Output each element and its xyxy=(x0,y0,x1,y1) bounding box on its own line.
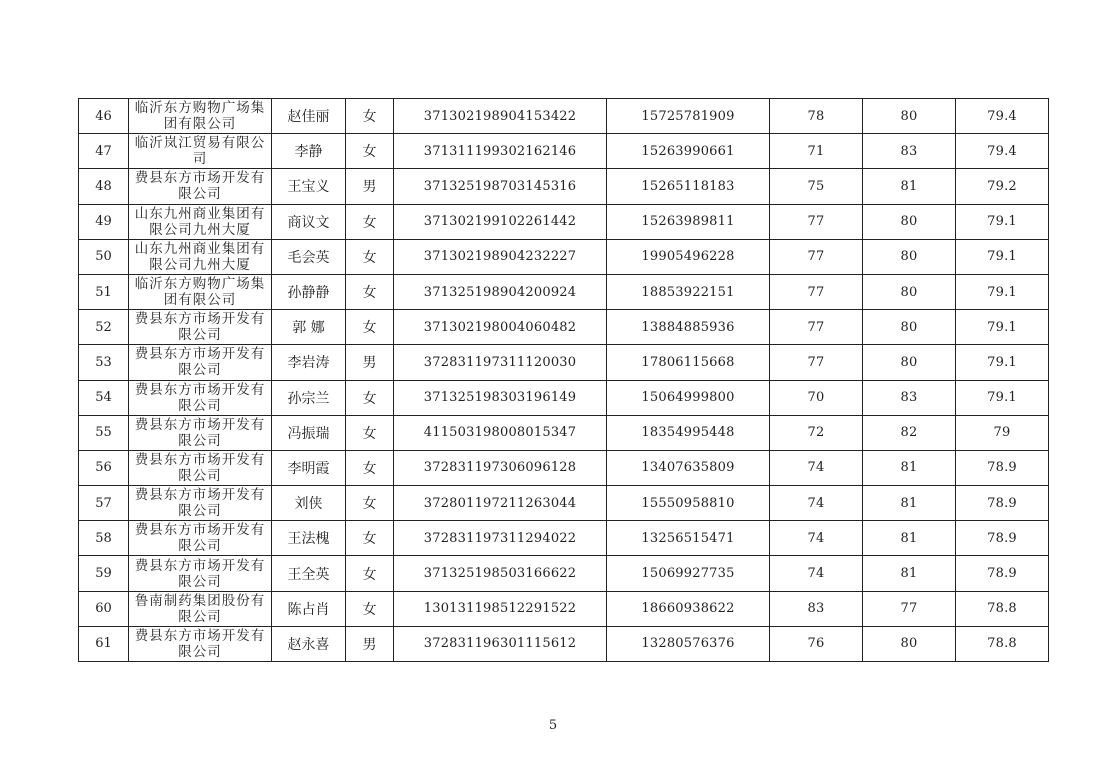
phone-number-cell: 13407635809 xyxy=(607,450,770,485)
row-number-cell: 47 xyxy=(79,134,129,169)
id-number-cell: 372831196301115612 xyxy=(394,626,607,661)
row-number-cell: 46 xyxy=(79,99,129,134)
person-name-cell: 李明霞 xyxy=(272,450,346,485)
score-1-cell: 70 xyxy=(770,380,863,415)
table-row xyxy=(79,626,1049,661)
gender-cell: 女 xyxy=(346,591,394,626)
table-row xyxy=(79,274,1049,309)
table-row xyxy=(79,380,1049,415)
id-number-cell: 371311199302162146 xyxy=(394,134,607,169)
organization-cell: 费县东方市场开发有限公司 xyxy=(129,169,272,204)
score-2-cell: 80 xyxy=(863,274,956,309)
score-2-cell: 80 xyxy=(863,239,956,274)
total-score-cell: 79.1 xyxy=(956,310,1049,345)
id-number-cell: 371325198503166622 xyxy=(394,556,607,591)
score-2-cell: 81 xyxy=(863,450,956,485)
page-number: 5 xyxy=(548,718,558,733)
phone-number-cell: 15064999800 xyxy=(607,380,770,415)
phone-number-cell: 18853922151 xyxy=(607,274,770,309)
person-name-cell: 陈占肖 xyxy=(272,591,346,626)
score-1-cell: 77 xyxy=(770,310,863,345)
score-2-cell: 77 xyxy=(863,591,956,626)
score-2-cell: 81 xyxy=(863,486,956,521)
score-1-cell: 77 xyxy=(770,345,863,380)
row-number-cell: 53 xyxy=(79,345,129,380)
row-number-cell: 49 xyxy=(79,204,129,239)
id-number-cell: 371325198303196149 xyxy=(394,380,607,415)
id-number-cell: 371325198904200924 xyxy=(394,274,607,309)
person-name-cell: 赵永喜 xyxy=(272,626,346,661)
phone-number-cell: 19905496228 xyxy=(607,239,770,274)
phone-number-cell: 15725781909 xyxy=(607,99,770,134)
organization-cell: 费县东方市场开发有限公司 xyxy=(129,345,272,380)
gender-cell: 女 xyxy=(346,134,394,169)
row-number-cell: 50 xyxy=(79,239,129,274)
total-score-cell: 78.9 xyxy=(956,450,1049,485)
person-name-cell: 刘侠 xyxy=(272,486,346,521)
row-number-cell: 56 xyxy=(79,450,129,485)
row-number-cell: 59 xyxy=(79,556,129,591)
score-1-cell: 77 xyxy=(770,274,863,309)
gender-cell: 女 xyxy=(346,310,394,345)
score-1-cell: 76 xyxy=(770,626,863,661)
person-name-cell: 孙宗兰 xyxy=(272,380,346,415)
table-row xyxy=(79,239,1049,274)
id-number-cell: 371302198904232227 xyxy=(394,239,607,274)
total-score-cell: 79.1 xyxy=(956,345,1049,380)
score-1-cell: 74 xyxy=(770,521,863,556)
total-score-cell: 79.1 xyxy=(956,204,1049,239)
person-name-cell: 王全英 xyxy=(272,556,346,591)
id-number-cell: 411503198008015347 xyxy=(394,415,607,450)
phone-number-cell: 13280576376 xyxy=(607,626,770,661)
score-1-cell: 74 xyxy=(770,486,863,521)
total-score-cell: 79.4 xyxy=(956,99,1049,134)
gender-cell: 女 xyxy=(346,380,394,415)
id-number-cell: 371325198703145316 xyxy=(394,169,607,204)
table-row xyxy=(79,99,1049,134)
id-number-cell: 372831197311294022 xyxy=(394,521,607,556)
person-name-cell: 李岩涛 xyxy=(272,345,346,380)
row-number-cell: 58 xyxy=(79,521,129,556)
person-name-cell: 商议文 xyxy=(272,204,346,239)
phone-number-cell: 17806115668 xyxy=(607,345,770,380)
score-2-cell: 80 xyxy=(863,310,956,345)
organization-cell: 临沂东方购物广场集团有限公司 xyxy=(129,274,272,309)
gender-cell: 女 xyxy=(346,556,394,591)
gender-cell: 女 xyxy=(346,274,394,309)
row-number-cell: 60 xyxy=(79,591,129,626)
table-row xyxy=(79,591,1049,626)
gender-cell: 女 xyxy=(346,521,394,556)
organization-cell: 费县东方市场开发有限公司 xyxy=(129,556,272,591)
phone-number-cell: 15550958810 xyxy=(607,486,770,521)
score-2-cell: 83 xyxy=(863,134,956,169)
row-number-cell: 55 xyxy=(79,415,129,450)
table-row xyxy=(79,450,1049,485)
table-body xyxy=(79,99,1049,662)
table-row xyxy=(79,556,1049,591)
organization-cell: 山东九州商业集团有限公司九州大厦 xyxy=(129,204,272,239)
gender-cell: 女 xyxy=(346,415,394,450)
table-row xyxy=(79,169,1049,204)
organization-cell: 费县东方市场开发有限公司 xyxy=(129,626,272,661)
person-name-cell: 郭 娜 xyxy=(272,310,346,345)
gender-cell: 女 xyxy=(346,239,394,274)
organization-cell: 山东九州商业集团有限公司九州大厦 xyxy=(129,239,272,274)
person-name-cell: 冯振瑞 xyxy=(272,415,346,450)
phone-number-cell: 13256515471 xyxy=(607,521,770,556)
row-number-cell: 54 xyxy=(79,380,129,415)
id-number-cell: 372801197211263044 xyxy=(394,486,607,521)
id-number-cell: 371302199102261442 xyxy=(394,204,607,239)
score-1-cell: 75 xyxy=(770,169,863,204)
total-score-cell: 78.9 xyxy=(956,486,1049,521)
table-row xyxy=(79,204,1049,239)
score-2-cell: 82 xyxy=(863,415,956,450)
phone-number-cell: 15265118183 xyxy=(607,169,770,204)
person-name-cell: 毛会英 xyxy=(272,239,346,274)
table-row xyxy=(79,521,1049,556)
score-1-cell: 77 xyxy=(770,239,863,274)
gender-cell: 女 xyxy=(346,486,394,521)
score-2-cell: 80 xyxy=(863,345,956,380)
row-number-cell: 61 xyxy=(79,626,129,661)
score-2-cell: 80 xyxy=(863,99,956,134)
person-name-cell: 王法槐 xyxy=(272,521,346,556)
gender-cell: 女 xyxy=(346,99,394,134)
total-score-cell: 79.1 xyxy=(956,380,1049,415)
person-name-cell: 王宝义 xyxy=(272,169,346,204)
score-1-cell: 74 xyxy=(770,450,863,485)
total-score-cell: 78.9 xyxy=(956,521,1049,556)
organization-cell: 费县东方市场开发有限公司 xyxy=(129,310,272,345)
organization-cell: 费县东方市场开发有限公司 xyxy=(129,415,272,450)
phone-number-cell: 18660938622 xyxy=(607,591,770,626)
score-2-cell: 80 xyxy=(863,626,956,661)
total-score-cell: 78.8 xyxy=(956,591,1049,626)
id-number-cell: 371302198904153422 xyxy=(394,99,607,134)
organization-cell: 费县东方市场开发有限公司 xyxy=(129,380,272,415)
score-2-cell: 81 xyxy=(863,556,956,591)
score-2-cell: 80 xyxy=(863,204,956,239)
score-2-cell: 83 xyxy=(863,380,956,415)
table-row xyxy=(79,345,1049,380)
gender-cell: 女 xyxy=(346,450,394,485)
row-number-cell: 57 xyxy=(79,486,129,521)
organization-cell: 临沂岚江贸易有限公司 xyxy=(129,134,272,169)
table-row xyxy=(79,134,1049,169)
organization-cell: 费县东方市场开发有限公司 xyxy=(129,521,272,556)
person-name-cell: 李静 xyxy=(272,134,346,169)
gender-cell: 男 xyxy=(346,626,394,661)
gender-cell: 女 xyxy=(346,204,394,239)
organization-cell: 费县东方市场开发有限公司 xyxy=(129,486,272,521)
person-name-cell: 赵佳丽 xyxy=(272,99,346,134)
score-1-cell: 72 xyxy=(770,415,863,450)
total-score-cell: 79.2 xyxy=(956,169,1049,204)
total-score-cell: 78.8 xyxy=(956,626,1049,661)
table-row xyxy=(79,486,1049,521)
total-score-cell: 79 xyxy=(956,415,1049,450)
phone-number-cell: 15263990661 xyxy=(607,134,770,169)
row-number-cell: 51 xyxy=(79,274,129,309)
gender-cell: 男 xyxy=(346,345,394,380)
organization-cell: 临沂东方购物广场集团有限公司 xyxy=(129,99,272,134)
row-number-cell: 48 xyxy=(79,169,129,204)
results-table xyxy=(78,98,1049,662)
id-number-cell: 371302198004060482 xyxy=(394,310,607,345)
score-1-cell: 78 xyxy=(770,99,863,134)
id-number-cell: 130131198512291522 xyxy=(394,591,607,626)
table-row xyxy=(79,415,1049,450)
organization-cell: 鲁南制药集团股份有限公司 xyxy=(129,591,272,626)
score-1-cell: 71 xyxy=(770,134,863,169)
table-row xyxy=(79,310,1049,345)
total-score-cell: 79.1 xyxy=(956,274,1049,309)
total-score-cell: 78.9 xyxy=(956,556,1049,591)
phone-number-cell: 15263989811 xyxy=(607,204,770,239)
gender-cell: 男 xyxy=(346,169,394,204)
score-1-cell: 77 xyxy=(770,204,863,239)
score-2-cell: 81 xyxy=(863,169,956,204)
score-1-cell: 83 xyxy=(770,591,863,626)
score-1-cell: 74 xyxy=(770,556,863,591)
phone-number-cell: 18354995448 xyxy=(607,415,770,450)
total-score-cell: 79.4 xyxy=(956,134,1049,169)
organization-cell: 费县东方市场开发有限公司 xyxy=(129,450,272,485)
score-2-cell: 81 xyxy=(863,521,956,556)
person-name-cell: 孙静静 xyxy=(272,274,346,309)
phone-number-cell: 13884885936 xyxy=(607,310,770,345)
id-number-cell: 372831197306096128 xyxy=(394,450,607,485)
id-number-cell: 372831197311120030 xyxy=(394,345,607,380)
total-score-cell: 79.1 xyxy=(956,239,1049,274)
row-number-cell: 52 xyxy=(79,310,129,345)
phone-number-cell: 15069927735 xyxy=(607,556,770,591)
